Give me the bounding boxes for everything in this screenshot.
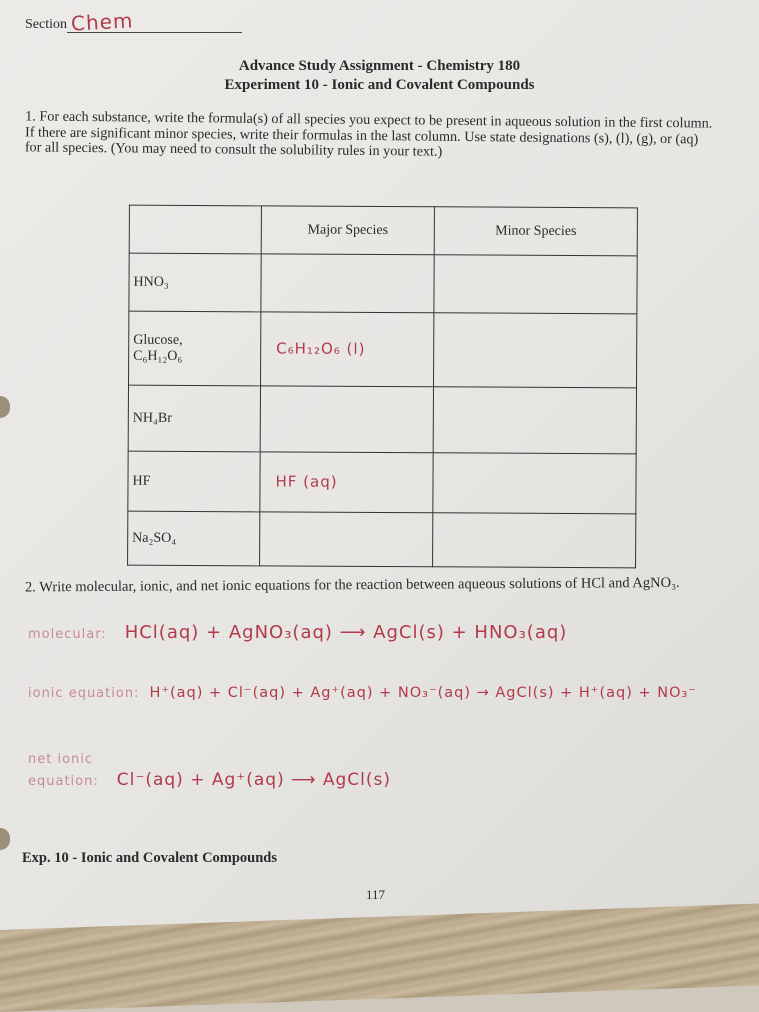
minor-species-cell <box>433 313 636 388</box>
binder-hole <box>0 828 10 850</box>
substance-name: HNO₃ <box>129 253 261 312</box>
section-underline <box>67 8 242 36</box>
table-row <box>129 311 637 388</box>
footer-title: Exp. 10 - Ionic and Covalent Compounds <box>22 850 278 866</box>
molecular-equation <box>28 622 567 643</box>
page-number: 117 <box>366 887 386 902</box>
question-2-text: 2. Write molecular, ionic, and net ionic equations for the reaction between aqueous solutions of HCl and AgNO₃. <box>24 574 680 596</box>
molecular-label: molecular: <box>28 627 107 642</box>
question-1-text: 1. For each substance, write the formula(s) of all species you expect to be present in aqueous solution in the first column. If there are significant minor species, write their formulas in the last column. Use state designations (s), (l), (g), or (aq) for all species. (You may need to consult the solubility rules in your text.) <box>24 108 713 160</box>
section-field <box>25 8 242 36</box>
substance-name: Glucose, C₆H₁₂O₆ <box>129 311 261 386</box>
net-ionic-label: equation: <box>28 774 99 789</box>
major-species-answer <box>262 273 276 291</box>
ionic-label: ionic equation: <box>28 686 140 701</box>
substance-name: Na₂SO₄ <box>128 511 260 566</box>
minor-species-cell <box>433 453 636 514</box>
molecular-equation-answer: HCl(aq) + AgNO₃(aq) ⟶ AgCl(s) + HNO₃(aq) <box>124 622 568 643</box>
table-row <box>129 253 637 314</box>
major-species-answer <box>262 409 276 427</box>
minor-species-cell <box>434 255 637 314</box>
ionic-equation <box>28 684 697 702</box>
net-ionic-label-line1: net ionic <box>28 752 94 767</box>
substance-name: HF <box>128 451 260 512</box>
major-species-cell <box>260 386 433 453</box>
table-header-row <box>129 205 637 256</box>
major-species-cell <box>260 512 433 567</box>
table-row <box>128 385 636 454</box>
ionic-equation-answer: H⁺(aq) + Cl⁻(aq) + Ag⁺(aq) + NO₃⁻(aq) → AgCl(s) + H⁺(aq) + NO₃⁻ <box>149 685 697 701</box>
page-title: Advance Study Assignment - Chemistry 180 <box>238 58 521 74</box>
header-major-species: Major Species <box>261 206 434 255</box>
substance-name: NH₄Br <box>128 385 260 452</box>
net-ionic-equation <box>28 770 391 790</box>
minor-species-cell <box>433 387 636 454</box>
minor-species-cell <box>433 513 636 568</box>
major-species-answer: HF (aq) <box>275 472 338 491</box>
major-species-cell <box>260 452 433 513</box>
section-value: Chem <box>70 8 135 36</box>
major-species-cell <box>261 254 434 313</box>
header-blank-cell <box>129 205 261 254</box>
table-row <box>128 451 636 514</box>
header-minor-species: Minor Species <box>434 207 637 256</box>
major-species-answer: C₆H₁₂O₆ (l) <box>276 339 366 358</box>
page-subtitle: Experiment 10 - Ionic and Covalent Compounds <box>224 77 535 93</box>
species-table <box>127 205 638 569</box>
major-species-cell <box>261 312 434 387</box>
section-label: Section <box>25 17 67 32</box>
binder-hole <box>0 396 10 418</box>
major-species-answer <box>261 529 275 547</box>
table-row <box>128 511 636 568</box>
net-ionic-equation-answer: Cl⁻(aq) + Ag⁺(aq) ⟶ AgCl(s) <box>116 770 392 790</box>
